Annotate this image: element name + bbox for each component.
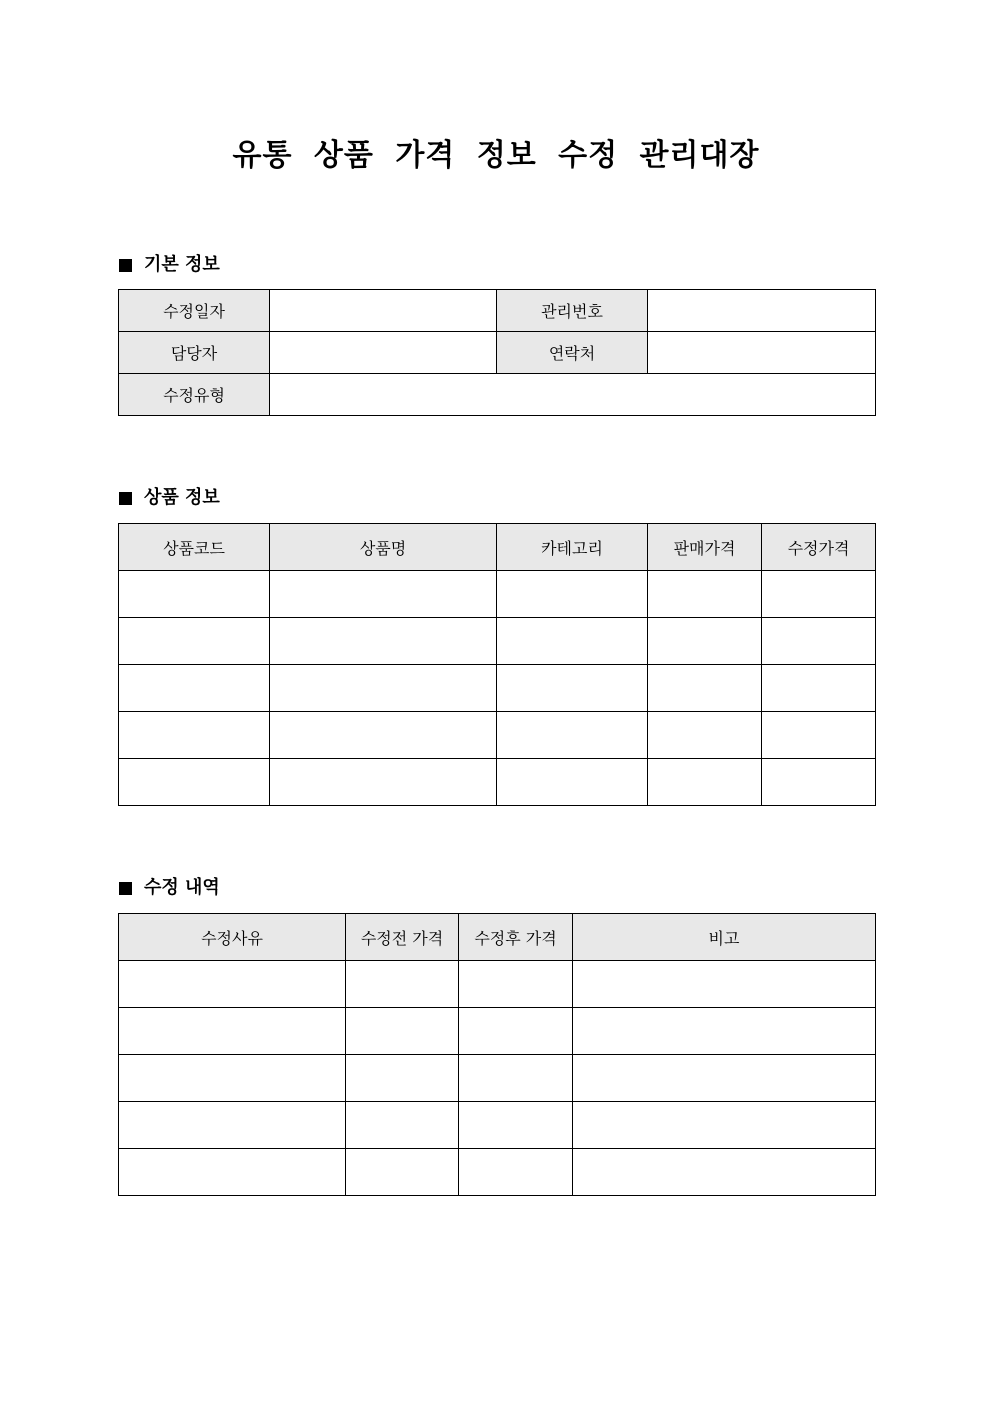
table-cell[interactable]: [762, 618, 876, 665]
table-cell[interactable]: [346, 1055, 459, 1102]
table-row: [119, 712, 876, 759]
square-bullet-icon: [119, 259, 132, 272]
date-field[interactable]: [270, 290, 497, 332]
column-header: 카테고리: [497, 524, 648, 571]
table-row: [119, 571, 876, 618]
table-cell[interactable]: [346, 1102, 459, 1149]
table-cell[interactable]: [573, 1008, 876, 1055]
table-cell[interactable]: [762, 759, 876, 806]
column-header: 비고: [573, 914, 876, 961]
label-type: 수정유형: [119, 374, 270, 416]
table-cell[interactable]: [573, 1149, 876, 1196]
table-row: [119, 374, 876, 416]
table-cell[interactable]: [497, 618, 648, 665]
table-cell[interactable]: [119, 759, 270, 806]
square-bullet-icon: [119, 492, 132, 505]
table-cell[interactable]: [459, 1008, 573, 1055]
table-cell[interactable]: [346, 961, 459, 1008]
table-cell[interactable]: [270, 665, 497, 712]
table-row: [119, 665, 876, 712]
type-field[interactable]: [270, 374, 876, 416]
table-cell[interactable]: [459, 1149, 573, 1196]
section-heading-basic-info: [119, 253, 220, 277]
column-header: 상품명: [270, 524, 497, 571]
table-cell[interactable]: [270, 571, 497, 618]
table-row: [119, 1055, 876, 1102]
table-cell[interactable]: [573, 1102, 876, 1149]
manager-field[interactable]: [270, 332, 497, 374]
table-row: [119, 332, 876, 374]
table-row: [119, 961, 876, 1008]
table-cell[interactable]: [119, 1149, 346, 1196]
table-cell[interactable]: [497, 571, 648, 618]
table-cell[interactable]: [459, 961, 573, 1008]
table-cell[interactable]: [346, 1008, 459, 1055]
section-heading-history: [119, 876, 220, 900]
table-header-row: [119, 914, 876, 961]
column-header: 상품코드: [119, 524, 270, 571]
section-heading-product-info: [119, 486, 220, 510]
table-cell[interactable]: [573, 1055, 876, 1102]
table-row: [119, 290, 876, 332]
section-heading-label: 수정 내역: [144, 877, 220, 898]
document-title: 유통 상품 가격 정보 수정 관리대장: [232, 138, 760, 173]
column-header: 수정전 가격: [346, 914, 459, 961]
table-row: [119, 1008, 876, 1055]
label-manage-no: 관리번호: [497, 290, 648, 332]
table-cell[interactable]: [119, 712, 270, 759]
table-cell[interactable]: [648, 665, 762, 712]
table-cell[interactable]: [762, 712, 876, 759]
contact-field[interactable]: [648, 332, 876, 374]
table-cell[interactable]: [648, 759, 762, 806]
table-row: [119, 759, 876, 806]
table-row: [119, 1102, 876, 1149]
table-cell[interactable]: [497, 759, 648, 806]
table-cell[interactable]: [270, 759, 497, 806]
basic-info-table: [118, 289, 876, 416]
table-cell[interactable]: [119, 571, 270, 618]
product-info-table: [118, 523, 876, 806]
table-cell[interactable]: [346, 1149, 459, 1196]
table-cell[interactable]: [119, 618, 270, 665]
table-cell[interactable]: [270, 712, 497, 759]
column-header: 수정사유: [119, 914, 346, 961]
table-cell[interactable]: [648, 618, 762, 665]
column-header: 수정후 가격: [459, 914, 573, 961]
square-bullet-icon: [119, 882, 132, 895]
section-heading-label: 상품 정보: [144, 487, 220, 508]
section-heading-label: 기본 정보: [144, 254, 220, 275]
table-cell[interactable]: [119, 1008, 346, 1055]
table-cell[interactable]: [119, 1102, 346, 1149]
column-header: 수정가격: [762, 524, 876, 571]
table-cell[interactable]: [119, 1055, 346, 1102]
table-cell[interactable]: [573, 961, 876, 1008]
table-cell[interactable]: [497, 665, 648, 712]
table-cell[interactable]: [648, 571, 762, 618]
table-cell[interactable]: [270, 618, 497, 665]
table-cell[interactable]: [459, 1055, 573, 1102]
table-cell[interactable]: [762, 665, 876, 712]
table-cell[interactable]: [762, 571, 876, 618]
table-cell[interactable]: [648, 712, 762, 759]
label-manager: 담당자: [119, 332, 270, 374]
table-cell[interactable]: [119, 665, 270, 712]
table-row: [119, 1149, 876, 1196]
table-row: [119, 618, 876, 665]
column-header: 판매가격: [648, 524, 762, 571]
table-cell[interactable]: [459, 1102, 573, 1149]
label-contact: 연락처: [497, 332, 648, 374]
table-cell[interactable]: [497, 712, 648, 759]
table-header-row: [119, 524, 876, 571]
manage-no-field[interactable]: [648, 290, 876, 332]
history-table: [118, 913, 876, 1196]
label-date: 수정일자: [119, 290, 270, 332]
table-cell[interactable]: [119, 961, 346, 1008]
